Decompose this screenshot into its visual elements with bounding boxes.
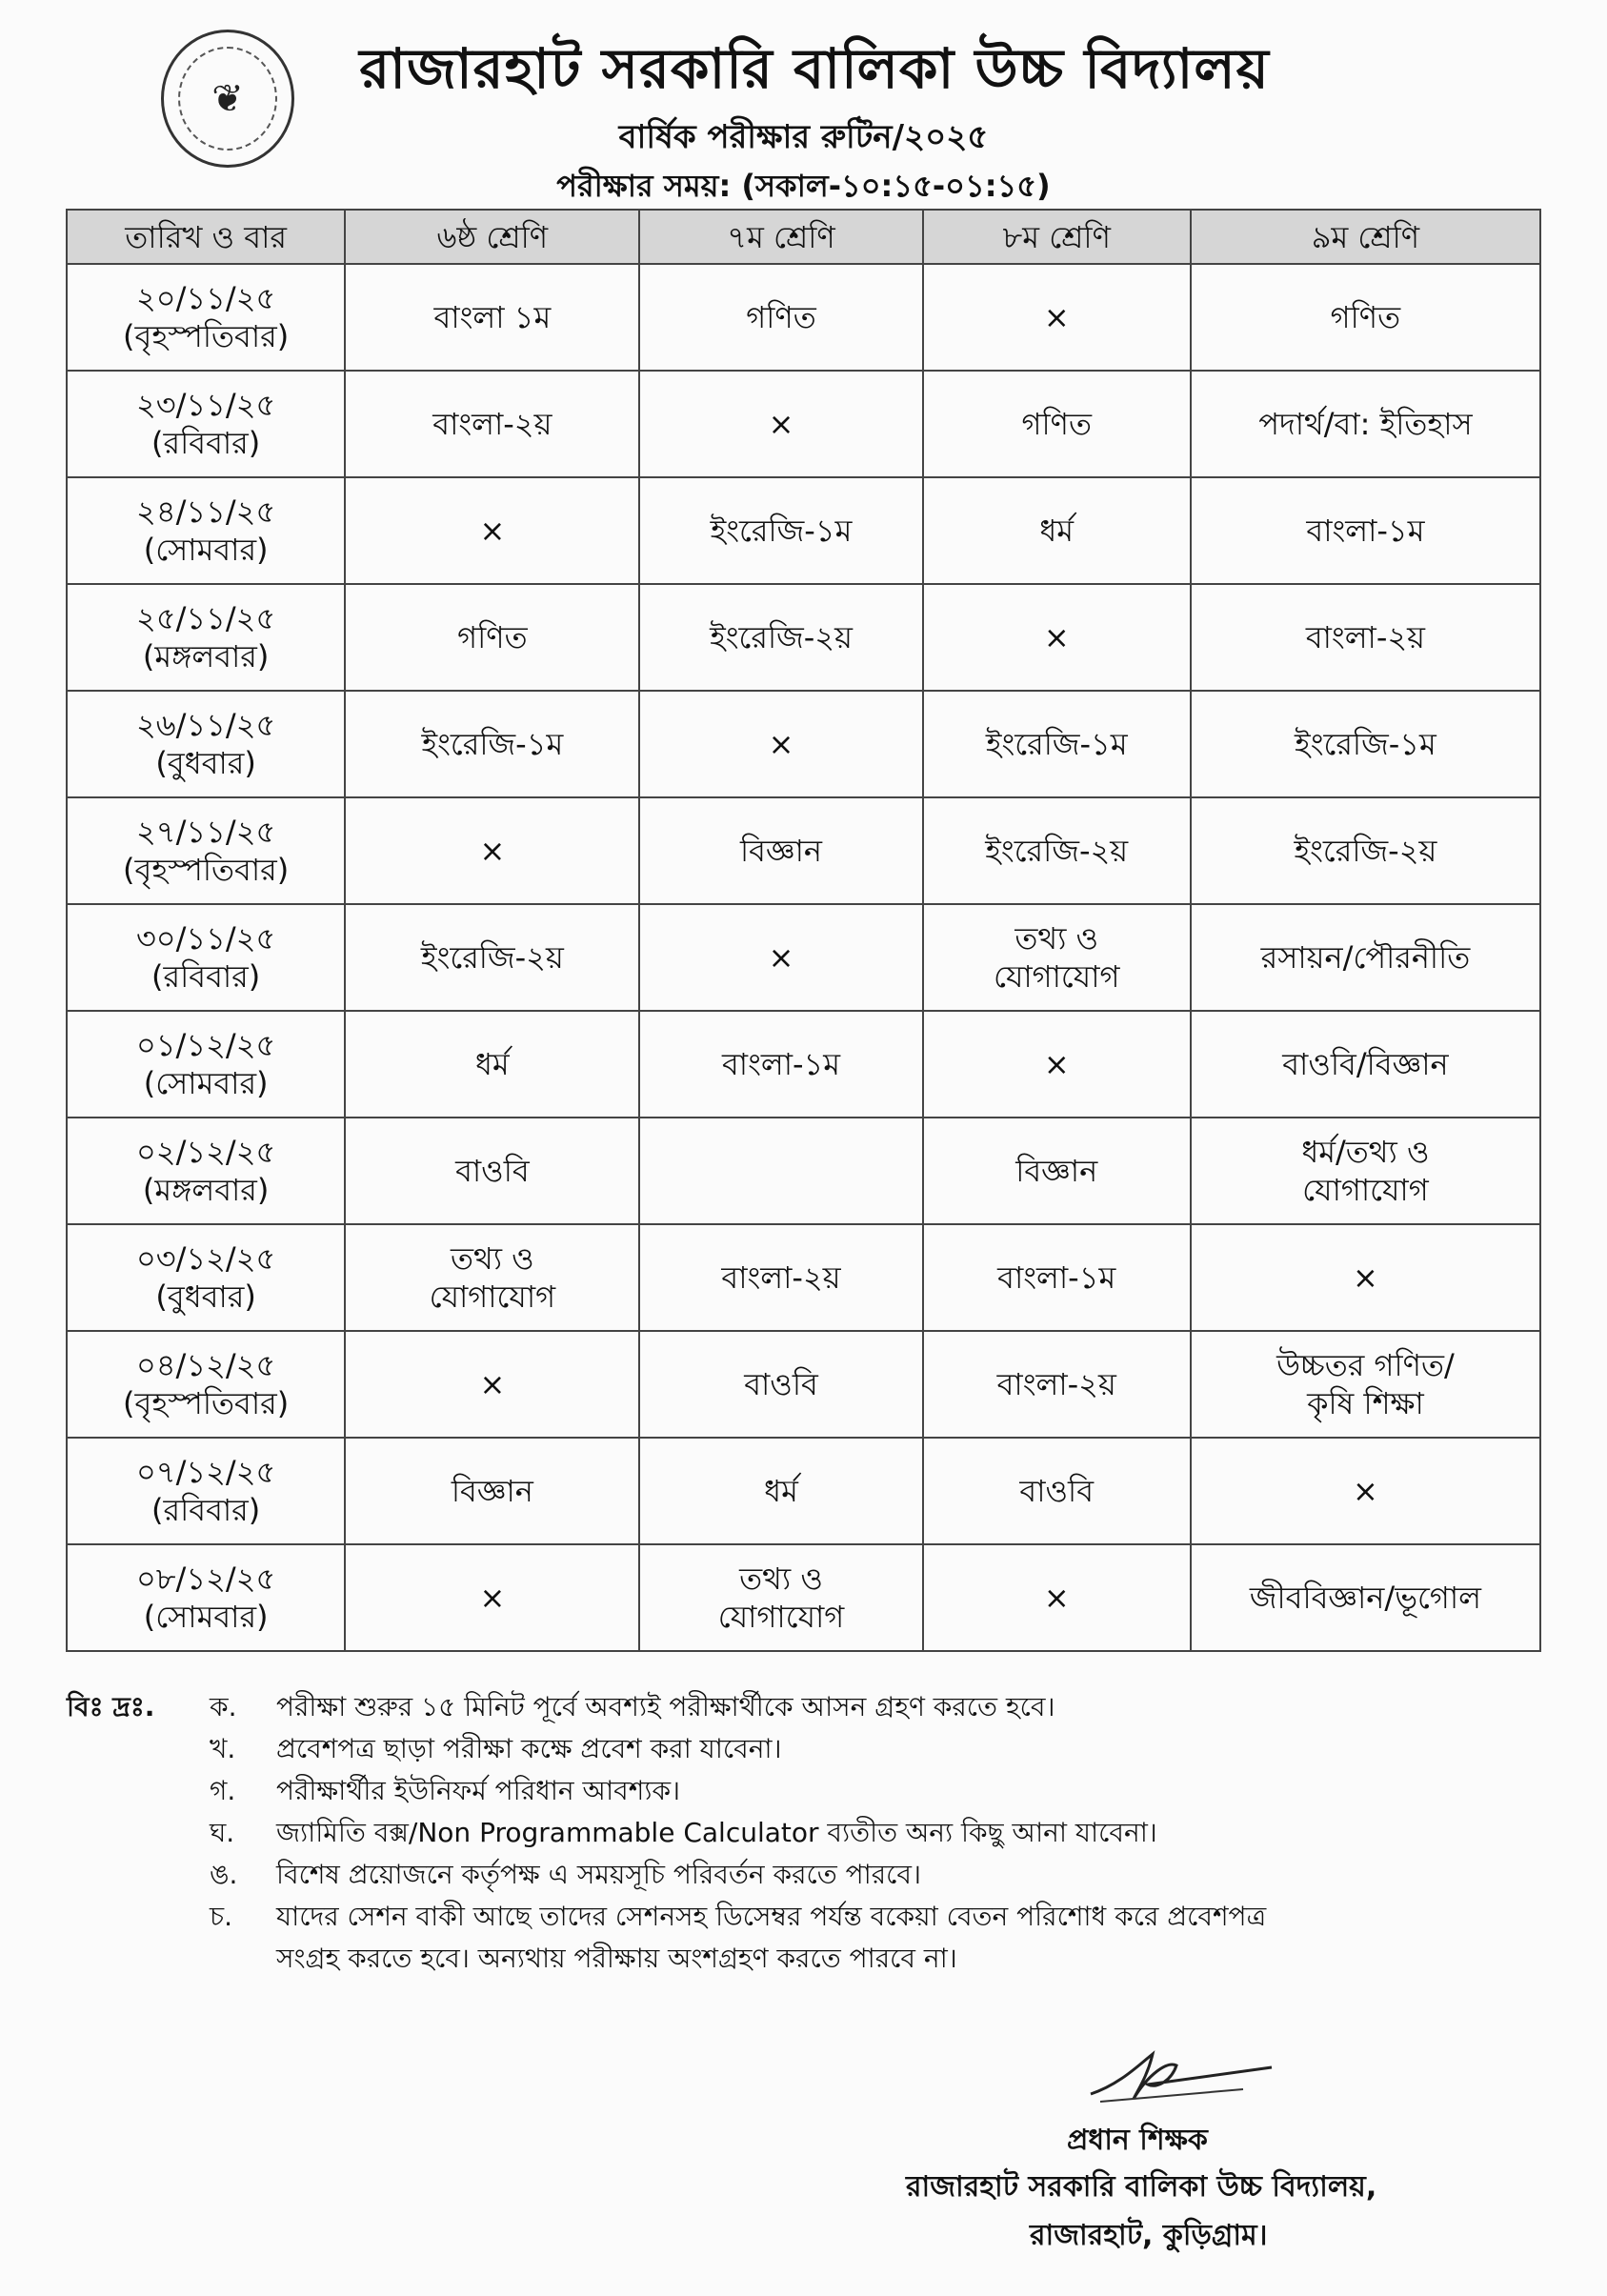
date-day-cell: ০১/১২/২৫ (সোমবার)	[67, 1011, 345, 1118]
exam-routine-table	[66, 209, 1541, 1652]
subject-cell: ইংরেজি-১ম	[345, 691, 639, 797]
seal-emblem-icon: ❦	[178, 47, 277, 151]
notes-label	[67, 1770, 210, 1812]
subject-cell: ×	[639, 904, 922, 1011]
note-item	[67, 1770, 1324, 1812]
note-item	[67, 1812, 1324, 1854]
date-day-cell: ০২/১২/২৫ (মঙ্গলবার)	[67, 1118, 345, 1224]
date-day-cell: ২৫/১১/২৫ (মঙ্গলবার)	[67, 584, 345, 691]
subject-cell: বাওবি	[639, 1331, 922, 1438]
note-item	[67, 1854, 1324, 1896]
note-text: পরীক্ষা শুরুর ১৫ মিনিট পূর্বে অবশ্যই পরীক্ষার্থীকে আসন গ্রহণ করতে হবে।	[276, 1691, 1055, 1722]
subject-cell: ধর্ম	[345, 1011, 639, 1118]
note-marker: ঙ.	[210, 1859, 238, 1890]
subject-cell: জীববিজ্ঞান/ভূগোল	[1191, 1544, 1540, 1651]
table-row	[67, 1118, 1540, 1224]
column-header: ৭ম শ্রেণি	[639, 210, 922, 264]
note-item	[67, 1686, 1324, 1728]
note-marker: খ.	[210, 1733, 236, 1764]
subject-cell: বাওবি	[923, 1438, 1191, 1544]
subject-cell: গণিত	[639, 264, 922, 371]
date-day-cell: ২৭/১১/২৫ (বৃহস্পতিবার)	[67, 797, 345, 904]
subject-cell: ×	[345, 1331, 639, 1438]
subject-cell: বাংলা-২য়	[1191, 584, 1540, 691]
subject-cell: গণিত	[923, 371, 1191, 477]
notes-label	[67, 1854, 210, 1896]
subject-cell: বাওবি	[345, 1118, 639, 1224]
note-text: যাদের সেশন বাকী আছে তাদের সেশনসহ ডিসেম্বর পর্যন্ত বকেয়া বেতন পরিশোধ করে প্রবেশপত্র সংগ্রহ করতে হবে। অন্যথায় পরীক্ষায় অংশগ্রহণ করতে পারবে না।	[276, 1901, 1267, 1974]
subject-cell: বাংলা-২য়	[639, 1224, 922, 1331]
subject-cell: ধর্ম/তথ্য ও যোগাযোগ	[1191, 1118, 1540, 1224]
routine-title: বার্ষিক পরীক্ষার রুটিন/২০২৫	[618, 118, 989, 156]
subject-cell: ×	[1191, 1438, 1540, 1544]
note-marker: ক.	[210, 1691, 237, 1722]
table-row	[67, 584, 1540, 691]
note-text: প্রবেশপত্র ছাড়া পরীক্ষা কক্ষে প্রবেশ করা যাবেনা।	[276, 1733, 782, 1764]
subject-cell: ইংরেজি-১ম	[639, 477, 922, 584]
notes-label	[67, 1728, 210, 1770]
notes-label: বিঃ দ্রঃ.	[67, 1691, 155, 1722]
headmaster-designation: প্রধান শিক্ষক	[1067, 2124, 1208, 2157]
subject-cell: ×	[923, 264, 1191, 371]
subject-cell: ধর্ম	[923, 477, 1191, 584]
notes-label	[67, 1812, 210, 1854]
subject-cell: বিজ্ঞান	[639, 797, 922, 904]
notes-section	[67, 1686, 1324, 1980]
subject-cell: পদার্থ/বা: ইতিহাস	[1191, 371, 1540, 477]
subject-cell: বাংলা-২য়	[923, 1331, 1191, 1438]
subject-cell: গণিত	[345, 584, 639, 691]
subject-cell: বাংলা ১ম	[345, 264, 639, 371]
subject-cell: ×	[639, 371, 922, 477]
subject-cell: বাংলা-১ম	[639, 1011, 922, 1118]
subject-cell: তথ্য ও যোগাযোগ	[639, 1544, 922, 1651]
subject-cell: ×	[639, 691, 922, 797]
subject-cell: ধর্ম	[639, 1438, 922, 1544]
footer-school-name: রাজারহাট সরকারি বালিকা উচ্চ বিদ্যালয়,	[906, 2170, 1377, 2204]
table-header-row	[67, 210, 1540, 264]
subject-cell: ×	[923, 1544, 1191, 1651]
note-item	[67, 1896, 1324, 1980]
footer-location: রাজারহাট, কুড়িগ্রাম।	[1030, 2219, 1268, 2252]
note-item	[67, 1728, 1324, 1770]
subject-cell: ইংরেজি-২য়	[639, 584, 922, 691]
table-row	[67, 264, 1540, 371]
date-day-cell: ০৭/১২/২৫ (রবিবার)	[67, 1438, 345, 1544]
note-marker: চ.	[210, 1901, 233, 1932]
subject-cell: তথ্য ও যোগাযোগ	[345, 1224, 639, 1331]
date-day-cell: ২৪/১১/২৫ (সোমবার)	[67, 477, 345, 584]
subject-cell: ইংরেজি-১ম	[1191, 691, 1540, 797]
subject-cell: ইংরেজি-১ম	[923, 691, 1191, 797]
date-day-cell: ০৪/১২/২৫ (বৃহস্পতিবার)	[67, 1331, 345, 1438]
date-day-cell: ০৩/১২/২৫ (বুধবার)	[67, 1224, 345, 1331]
table-row	[67, 1331, 1540, 1438]
subject-cell: বিজ্ঞান	[345, 1438, 639, 1544]
subject-cell: ইংরেজি-২য়	[923, 797, 1191, 904]
subject-cell	[639, 1118, 922, 1224]
note-text: জ্যামিতি বক্স/Non Programmable Calculator ব্যতীত অন্য কিছু আনা যাবেনা।	[276, 1817, 1157, 1848]
subject-cell: রসায়ন/পৌরনীতি	[1191, 904, 1540, 1011]
subject-cell: গণিত	[1191, 264, 1540, 371]
table-row	[67, 1438, 1540, 1544]
date-day-cell: ২৩/১১/২৫ (রবিবার)	[67, 371, 345, 477]
note-marker: ঘ.	[210, 1817, 235, 1848]
subject-cell: বাওবি/বিজ্ঞান	[1191, 1011, 1540, 1118]
subject-cell: বাংলা-১ম	[1191, 477, 1540, 584]
date-day-cell: ২৬/১১/২৫ (বুধবার)	[67, 691, 345, 797]
table-row	[67, 477, 1540, 584]
subject-cell: ×	[923, 1011, 1191, 1118]
table-row	[67, 797, 1540, 904]
note-marker: গ.	[210, 1775, 236, 1806]
table-row	[67, 371, 1540, 477]
column-header: তারিখ ও বার	[67, 210, 345, 264]
column-header: ৯ম শ্রেণি	[1191, 210, 1540, 264]
date-day-cell: ৩০/১১/২৫ (রবিবার)	[67, 904, 345, 1011]
date-day-cell: ২০/১১/২৫ (বৃহস্পতিবার)	[67, 264, 345, 371]
subject-cell: বাংলা-২য়	[345, 371, 639, 477]
table-row	[67, 691, 1540, 797]
column-header: ৮ম শ্রেণি	[923, 210, 1191, 264]
note-text: পরীক্ষার্থীর ইউনিফর্ম পরিধান আবশ্যক।	[276, 1775, 681, 1806]
subject-cell: ×	[345, 797, 639, 904]
table-row	[67, 904, 1540, 1011]
headmaster-signature	[1081, 2046, 1286, 2105]
subject-cell: ইংরেজি-২য়	[345, 904, 639, 1011]
subject-cell: বিজ্ঞান	[923, 1118, 1191, 1224]
subject-cell: ×	[345, 1544, 639, 1651]
subject-cell: উচ্চতর গণিত/ কৃষি শিক্ষা	[1191, 1331, 1540, 1438]
date-day-cell: ০৮/১২/২৫ (সোমবার)	[67, 1544, 345, 1651]
table-row	[67, 1544, 1540, 1651]
subject-cell: বাংলা-১ম	[923, 1224, 1191, 1331]
subject-cell: ×	[345, 477, 639, 584]
school-name: রাজারহাট সরকারি বালিকা উচ্চ বিদ্যালয়	[359, 36, 1270, 101]
exam-time: পরীক্ষার সময়: (সকাল-১০:১৫-০১:১৫)	[556, 168, 1051, 204]
subject-cell: ইংরেজি-২য়	[1191, 797, 1540, 904]
table-row	[67, 1011, 1540, 1118]
table-row	[67, 1224, 1540, 1331]
column-header: ৬ষ্ঠ শ্রেণি	[345, 210, 639, 264]
notes-label	[67, 1896, 210, 1980]
subject-cell: ×	[1191, 1224, 1540, 1331]
subject-cell: ×	[923, 584, 1191, 691]
subject-cell: তথ্য ও যোগাযোগ	[923, 904, 1191, 1011]
note-text: বিশেষ প্রয়োজনে কর্তৃপক্ষ এ সময়সূচি পরিবর্তন করতে পারবে।	[276, 1859, 922, 1890]
